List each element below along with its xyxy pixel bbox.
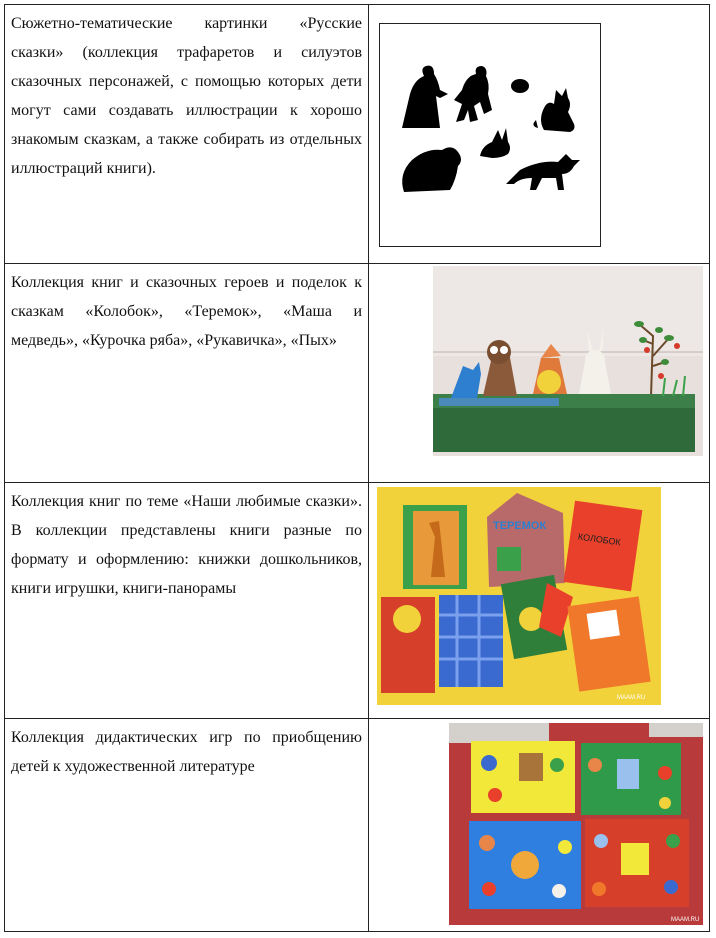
image-cell	[369, 5, 709, 263]
row-description: Коллекция книг и сказочных героев и поделок к сказкам «Колобок», «Теремок», «Маша и медведь», «Курочка ряба», «Рукавичка», «Пых»	[11, 274, 362, 349]
crafts-photo	[433, 266, 703, 456]
image-cell	[369, 264, 709, 482]
description-cell	[5, 5, 369, 263]
table-row	[5, 264, 709, 483]
table-row	[5, 5, 709, 264]
row-description: Коллекция дидактических игр по приобщению детей к художественной литературе	[11, 729, 362, 775]
description-cell	[5, 483, 369, 718]
watermark: MAAM.RU	[671, 917, 700, 923]
didactic-games-photo	[449, 723, 703, 925]
book-title-teremok: ТЕРЕМОК	[493, 520, 547, 532]
row-description: Коллекция книг по теме «Наши любимые сказки». В коллекции представлены книги разные по формату и оформлению: книжки дошкольников, книги игрушки, книги-панорамы	[11, 493, 362, 597]
table-row	[5, 483, 709, 719]
image-cell	[369, 719, 709, 931]
row-description: Сюжетно-тематические картинки «Русские сказки» (коллекция трафаретов и силуэтов сказочных персонажей, с помощью которых дети могут сами создавать иллюстрации к хорошо знакомым сказкам, а также собирать из отдельных иллюстраций книги).	[11, 15, 362, 177]
image-cell	[369, 483, 709, 718]
watermark: MAAM.RU	[617, 695, 646, 701]
book-title-kolobok: КОЛОБОК	[577, 531, 622, 548]
books-photo	[377, 487, 661, 705]
silhouettes-image	[379, 23, 601, 247]
description-cell	[5, 264, 369, 482]
table-row	[5, 719, 709, 931]
collections-table	[4, 4, 710, 932]
description-cell	[5, 719, 369, 931]
